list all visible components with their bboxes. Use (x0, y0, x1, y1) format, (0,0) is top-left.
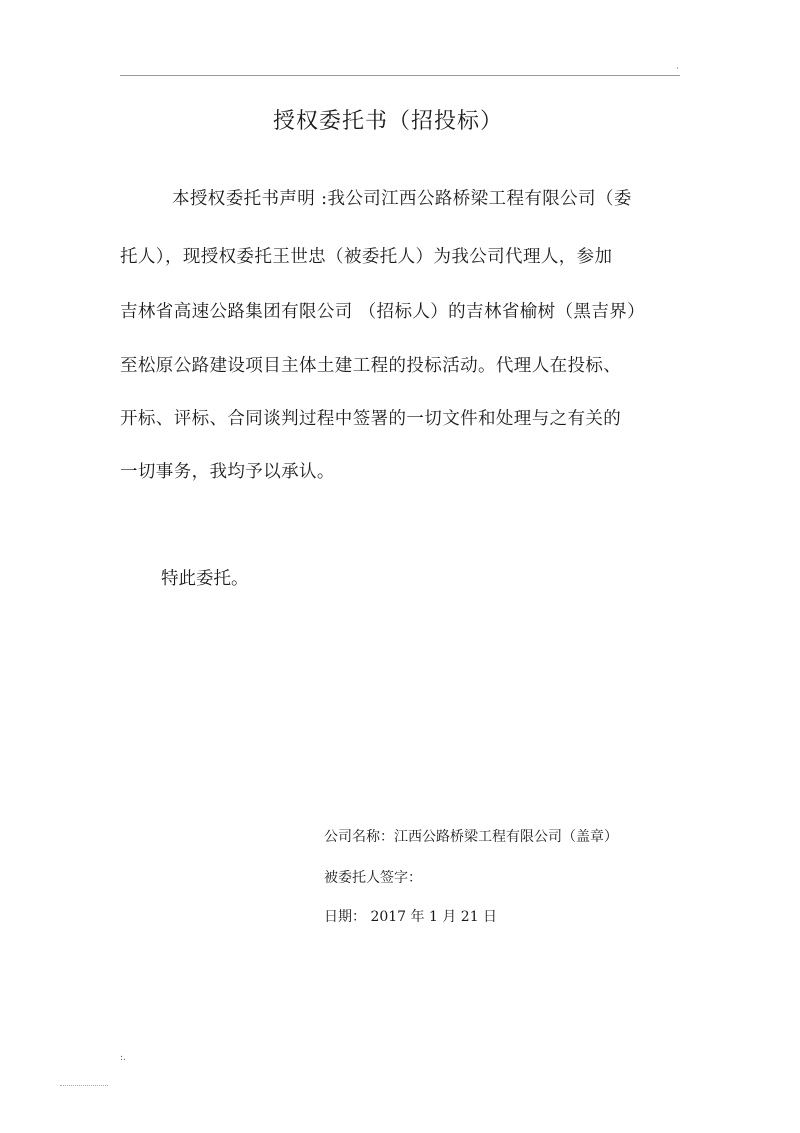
body-line-2: 托人），现授权委托王世忠（被委托人）为我公司代理人，参加 (120, 247, 613, 267)
body-line-3: 吉林省高速公路集团有限公司 （招标人）的吉林省榆树（黑吉界） (120, 302, 646, 322)
body-line-4: 至松原公路建设项目主体土建工程的投标活动。代理人在投标、 (120, 356, 622, 376)
company-name-line: 公司名称：江西公路桥梁工程有限公司（盖章） (324, 829, 618, 845)
footer-mark: :. (120, 1053, 126, 1063)
body-line-1: 本授权委托书声明 :我公司江西公路桥梁工程有限公司（委 (172, 189, 632, 209)
document-title: 授权委托书（招投标） (272, 109, 503, 134)
header-rule (120, 75, 680, 76)
body-line-6: 一切事务，我均予以承认。 (120, 462, 335, 482)
footer-rule (60, 1085, 108, 1086)
body-line-5: 开标、评标、合同谈判过程中签署的一切文件和处理与之有关的 (120, 409, 622, 429)
date-line: 日期： 2017 年 1 月 21 日 (324, 909, 498, 925)
closing-statement: 特此委托。 (161, 569, 249, 589)
header-mark: · (676, 64, 679, 74)
signer-line: 被委托人签字： (324, 870, 422, 886)
